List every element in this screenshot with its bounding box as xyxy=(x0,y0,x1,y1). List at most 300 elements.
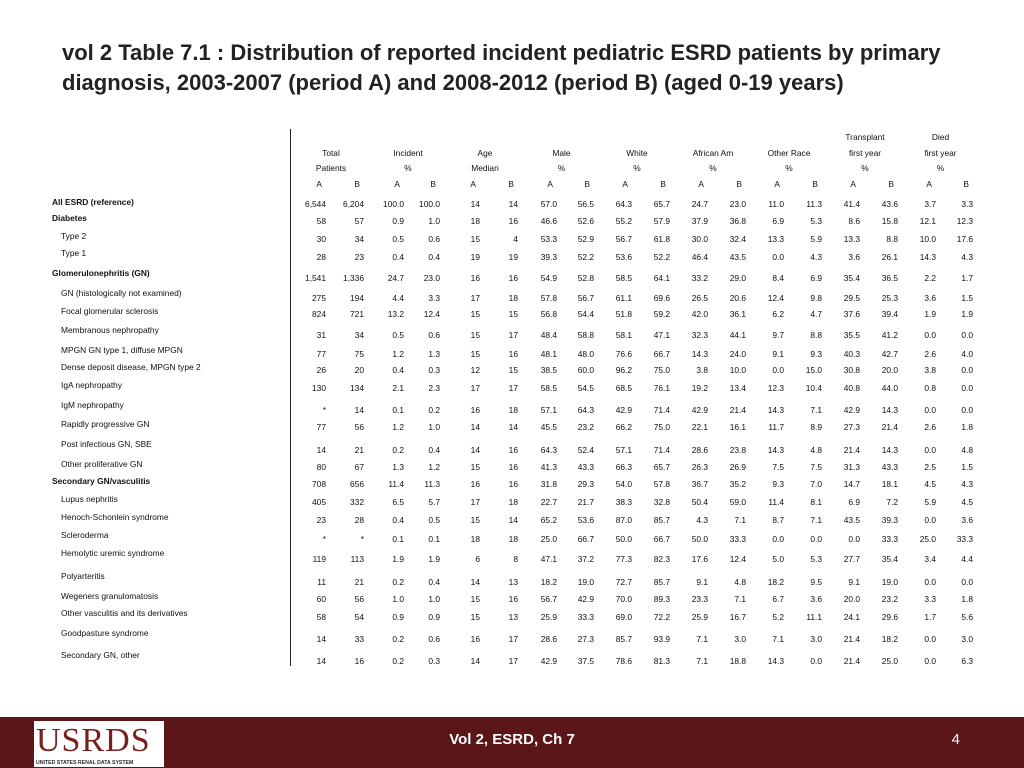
table-cell: 25.9 xyxy=(540,612,557,622)
table-cell: 16 xyxy=(508,349,518,359)
table-cell: 18 xyxy=(508,405,518,415)
table-cell: 2.1 xyxy=(392,383,404,393)
table-cell: 59.2 xyxy=(653,309,670,319)
table-cell: 12.3 xyxy=(767,383,784,393)
table-cell: 16 xyxy=(354,656,364,666)
table-cell: 0.0 xyxy=(924,330,936,340)
table-cell: 1.5 xyxy=(961,293,973,303)
table-cell: 56.5 xyxy=(577,199,594,209)
table-cell: 12 xyxy=(470,365,480,375)
table-cell: 33.3 xyxy=(881,534,898,544)
table-cell: 0.0 xyxy=(961,405,973,415)
period-label: A xyxy=(394,179,400,189)
table-cell: 6 xyxy=(475,554,480,564)
table-cell: 54 xyxy=(354,612,364,622)
column-header-line3: % xyxy=(633,163,641,173)
table-cell: 52.6 xyxy=(577,216,594,226)
table-cell: 50.0 xyxy=(691,534,708,544)
table-cell: 39.3 xyxy=(881,515,898,525)
table-cell: 8.8 xyxy=(810,330,822,340)
row-label: Dense deposit disease, MPGN type 2 xyxy=(61,362,201,372)
table-cell: 58.5 xyxy=(540,383,557,393)
table-cell: 0.5 xyxy=(392,330,404,340)
table-cell: 5.7 xyxy=(428,497,440,507)
table-cell: 3.3 xyxy=(428,293,440,303)
period-label: A xyxy=(926,179,932,189)
column-header-line1: Died xyxy=(931,132,950,142)
table-cell: 11.4 xyxy=(388,479,404,489)
period-label: A xyxy=(470,179,476,189)
table-cell: 4.3 xyxy=(696,515,708,525)
table-cell: 8 xyxy=(513,554,518,564)
table-cell: 13.3 xyxy=(843,234,860,244)
table-cell: 22.1 xyxy=(691,422,708,432)
table-cell: 23.0 xyxy=(729,199,746,209)
table-cell: 1.3 xyxy=(392,462,404,472)
table-cell: 14 xyxy=(508,199,518,209)
table-cell: 65.2 xyxy=(540,515,557,525)
table-cell: 77 xyxy=(316,422,326,432)
table-cell: 119 xyxy=(312,554,326,564)
table-cell: 14.3 xyxy=(881,445,898,455)
table-cell: 52.4 xyxy=(577,445,594,455)
table-cell: 4.8 xyxy=(810,445,822,455)
table-cell: 15.0 xyxy=(805,365,822,375)
table-cell: 10.0 xyxy=(919,234,936,244)
table-cell: 71.4 xyxy=(653,445,670,455)
table-cell: 11.7 xyxy=(768,422,784,432)
table-cell: 20 xyxy=(354,365,364,375)
column-header-line1: Transplant xyxy=(845,132,885,142)
table-cell: 89.3 xyxy=(653,594,670,604)
table-cell: 21.7 xyxy=(577,497,594,507)
table-cell: 77 xyxy=(316,349,326,359)
table-cell: 0.0 xyxy=(924,634,936,644)
table-cell: 0.3 xyxy=(428,656,440,666)
table-cell: 16 xyxy=(470,479,480,489)
column-header-line2: White xyxy=(626,148,648,158)
table-cell: 1.2 xyxy=(392,349,404,359)
table-cell: 1.9 xyxy=(428,554,440,564)
table-cell: 0.9 xyxy=(428,612,440,622)
period-label: A xyxy=(774,179,780,189)
table-cell: 13 xyxy=(508,577,518,587)
table-cell: 1.0 xyxy=(428,422,440,432)
table-cell: 4.5 xyxy=(961,497,973,507)
table-cell: 61.8 xyxy=(653,234,670,244)
table-cell: 0.4 xyxy=(428,445,440,455)
table-cell: 0.0 xyxy=(924,515,936,525)
table-cell: 0.0 xyxy=(810,656,822,666)
table-cell: 66.2 xyxy=(615,422,632,432)
table-cell: 22.7 xyxy=(540,497,557,507)
table-cell: 0.0 xyxy=(924,405,936,415)
table-cell: 76.1 xyxy=(653,383,670,393)
table-cell: 113 xyxy=(350,554,364,564)
table-cell: 7.1 xyxy=(696,634,708,644)
table-cell: 0.6 xyxy=(428,234,440,244)
table-cell: 38.5 xyxy=(540,365,557,375)
table-cell: 24.7 xyxy=(691,199,708,209)
table-cell: 0.1 xyxy=(428,534,440,544)
table-cell: 15 xyxy=(470,309,480,319)
table-cell: 275 xyxy=(312,293,326,303)
table-cell: 23.8 xyxy=(729,445,746,455)
table-cell: 6.7 xyxy=(772,594,784,604)
table-cell: 708 xyxy=(312,479,326,489)
table-cell: 1.2 xyxy=(392,422,404,432)
table-cell: 11.3 xyxy=(806,199,822,209)
table-cell: 11.1 xyxy=(806,612,822,622)
table-cell: 9.8 xyxy=(810,293,822,303)
table-cell: 43.3 xyxy=(577,462,594,472)
table-cell: 23 xyxy=(354,252,364,262)
table-cell: 6.9 xyxy=(848,497,860,507)
table-cell: 57.1 xyxy=(615,445,632,455)
table-cell: 1.8 xyxy=(961,594,973,604)
table-cell: 13.3 xyxy=(767,234,784,244)
table-cell: 17 xyxy=(470,497,480,507)
table-cell: 9.3 xyxy=(772,479,784,489)
table-cell: 11.3 xyxy=(424,479,440,489)
table-cell: 3.8 xyxy=(924,365,936,375)
table-cell: 26.3 xyxy=(691,462,708,472)
table-cell: 0.0 xyxy=(924,656,936,666)
table-cell: 11.4 xyxy=(768,497,784,507)
table-cell: 29.5 xyxy=(843,293,860,303)
usrds-logo xyxy=(34,721,164,767)
table-cell: 8.1 xyxy=(810,497,822,507)
table-cell: 41.2 xyxy=(881,330,898,340)
table-cell: 33.2 xyxy=(691,273,708,283)
table-cell: 19.0 xyxy=(881,577,898,587)
period-label: B xyxy=(812,179,818,189)
period-label: A xyxy=(316,179,322,189)
page-title: vol 2 Table 7.1 : Distribution of reported incident pediatric ESRD patients by primary diagnosis, 2003-2007 (period A) and 2008-2012 (period B) (aged 0-19 years) xyxy=(62,40,941,95)
table-cell: 1.9 xyxy=(924,309,936,319)
table-cell: 58 xyxy=(316,612,326,622)
table-cell: 3.7 xyxy=(924,199,936,209)
table-cell: 19 xyxy=(508,252,518,262)
column-header-line2: Incident xyxy=(393,148,423,158)
table-cell: 27.7 xyxy=(843,554,860,564)
row-label: Other proliferative GN xyxy=(61,459,143,469)
table-cell: 43.5 xyxy=(843,515,860,525)
table-cell: 14 xyxy=(470,199,480,209)
table-cell: 14 xyxy=(316,445,326,455)
table-cell: 4.0 xyxy=(961,349,973,359)
table-cell: 405 xyxy=(312,497,326,507)
table-cell: 34 xyxy=(354,330,364,340)
column-header-line3: % xyxy=(709,163,717,173)
table-cell: 69.6 xyxy=(653,293,670,303)
table-cell: 0.9 xyxy=(392,612,404,622)
table-cell: 721 xyxy=(350,309,364,319)
table-cell: 2.5 xyxy=(924,462,936,472)
row-label: Wegeners granulomatosis xyxy=(61,591,159,601)
period-label: B xyxy=(736,179,742,189)
table-cell: 57.1 xyxy=(540,405,557,415)
table-cell: 75 xyxy=(354,349,364,359)
table-cell: 100.0 xyxy=(383,199,404,209)
table-cell: 15 xyxy=(470,330,480,340)
table-cell: 31 xyxy=(316,330,326,340)
table-cell: 14.7 xyxy=(843,479,860,489)
table-cell: 0.0 xyxy=(961,383,973,393)
table-cell: 59.0 xyxy=(729,497,746,507)
table-cell: 14 xyxy=(316,634,326,644)
table-cell: 5.3 xyxy=(810,216,822,226)
table-cell: 17 xyxy=(508,656,518,666)
table-cell: 18.1 xyxy=(881,479,898,489)
table-cell: 24.7 xyxy=(387,273,404,283)
table-cell: 24.1 xyxy=(843,612,860,622)
table-cell: 12.4 xyxy=(423,309,440,319)
table-cell: 4.3 xyxy=(961,252,973,262)
table-cell: 31.8 xyxy=(540,479,557,489)
row-label: Rapidly progressive GN xyxy=(61,419,150,429)
table-cell: 10.0 xyxy=(729,365,746,375)
table-cell: 0.4 xyxy=(392,365,404,375)
table-cell: 21.4 xyxy=(843,634,860,644)
table-cell: 15.8 xyxy=(881,216,898,226)
table-cell: 1.0 xyxy=(428,216,440,226)
table-cell: 2.3 xyxy=(428,383,440,393)
table-cell: 20.0 xyxy=(843,594,860,604)
column-header-line2: African Am xyxy=(692,148,734,158)
table-cell: 57.8 xyxy=(540,293,557,303)
table-cell: 4.7 xyxy=(810,309,822,319)
table-cell: 9.3 xyxy=(810,349,822,359)
table-cell: 16 xyxy=(470,405,480,415)
table-cell: 8.4 xyxy=(772,273,784,283)
table-cell: 30.8 xyxy=(843,365,860,375)
table-cell: 14 xyxy=(470,577,480,587)
table-cell: 4.4 xyxy=(961,554,973,564)
table-cell: 5.9 xyxy=(924,497,936,507)
table-cell: 42.9 xyxy=(540,656,557,666)
table-cell: 41.4 xyxy=(843,199,860,209)
table-cell: 14.3 xyxy=(919,252,936,262)
table-cell: 54.9 xyxy=(540,273,557,283)
table-cell: 14 xyxy=(470,445,480,455)
table-cell: 57.9 xyxy=(653,216,670,226)
table-cell: 0.4 xyxy=(428,252,440,262)
table-cell: 9.1 xyxy=(772,349,784,359)
table-cell: 21.4 xyxy=(729,405,746,415)
table-cell: 3.0 xyxy=(734,634,746,644)
table-cell: 35.2 xyxy=(729,479,746,489)
table-cell: 1.3 xyxy=(428,349,440,359)
table-cell: 130 xyxy=(312,383,326,393)
table-cell: 6.9 xyxy=(772,216,784,226)
table-cell: 25.0 xyxy=(540,534,557,544)
table-cell: 20.6 xyxy=(729,293,746,303)
table-cell: 21 xyxy=(354,577,364,587)
row-label: Other vasculitis and its derivatives xyxy=(61,608,188,618)
table-cell: * xyxy=(360,534,364,544)
table-cell: 21.4 xyxy=(843,656,860,666)
table-cell: 40.8 xyxy=(843,383,860,393)
table-cell: 56 xyxy=(354,594,364,604)
table-cell: 43.5 xyxy=(729,252,746,262)
period-label: B xyxy=(508,179,514,189)
table-cell: 7.1 xyxy=(696,656,708,666)
table-cell: 64.3 xyxy=(540,445,557,455)
table-cell: 58.1 xyxy=(615,330,632,340)
table-cell: 33.3 xyxy=(956,534,973,544)
table-cell: 52.2 xyxy=(653,252,670,262)
table-cell: 43.6 xyxy=(881,199,898,209)
table-cell: 0.4 xyxy=(428,577,440,587)
table-cell: 4.3 xyxy=(961,479,973,489)
table-cell: 37.6 xyxy=(843,309,860,319)
table-cell: 21 xyxy=(354,445,364,455)
table-cell: 55.2 xyxy=(615,216,632,226)
table-cell: 0.1 xyxy=(392,405,404,415)
column-header-line3: Patients xyxy=(315,163,347,173)
table-cell: 42.7 xyxy=(881,349,898,359)
table-cell: 27.3 xyxy=(577,634,594,644)
table-cell: 7.1 xyxy=(772,634,784,644)
period-label: B xyxy=(660,179,666,189)
table-cell: 80 xyxy=(316,462,326,472)
table-cell: 5.6 xyxy=(961,612,973,622)
table-cell: 52.9 xyxy=(577,234,594,244)
table-cell: 16 xyxy=(470,634,480,644)
table-cell: 37.9 xyxy=(691,216,708,226)
table-cell: 52.8 xyxy=(577,273,594,283)
period-label: B xyxy=(354,179,360,189)
table-cell: 81.3 xyxy=(653,656,670,666)
table-cell: 50.4 xyxy=(691,497,708,507)
table-cell: 23 xyxy=(316,515,326,525)
table-cell: 32.8 xyxy=(653,497,670,507)
table-cell: 28.6 xyxy=(540,634,557,644)
table-cell: 4.5 xyxy=(924,479,936,489)
row-label: Type 1 xyxy=(61,248,87,258)
row-label: Membranous nephropathy xyxy=(61,325,159,335)
table-cell: 0.1 xyxy=(392,534,404,544)
table-cell: 58.8 xyxy=(577,330,594,340)
table-cell: 1.8 xyxy=(961,422,973,432)
table-cell: 2.6 xyxy=(924,349,936,359)
table-cell: 3.3 xyxy=(961,199,973,209)
table-cell: 35.4 xyxy=(843,273,860,283)
table-cell: 57.8 xyxy=(653,479,670,489)
table-cell: 33.3 xyxy=(577,612,594,622)
table-cell: 36.8 xyxy=(729,216,746,226)
table-cell: 194 xyxy=(350,293,364,303)
period-label: B xyxy=(888,179,894,189)
table-cell: 56.7 xyxy=(577,293,594,303)
table-cell: 6.2 xyxy=(772,309,784,319)
table-cell: 56 xyxy=(354,422,364,432)
table-cell: 39.4 xyxy=(881,309,898,319)
table-cell: 18 xyxy=(470,216,480,226)
table-cell: 57.0 xyxy=(540,199,557,209)
table-cell: 2.2 xyxy=(924,273,936,283)
table-cell: 14 xyxy=(508,422,518,432)
table-cell: 25.0 xyxy=(881,656,898,666)
table-cell: 0.5 xyxy=(392,234,404,244)
table-cell: 3.0 xyxy=(961,634,973,644)
table-cell: 61.1 xyxy=(615,293,632,303)
table-cell: 1,336 xyxy=(343,273,364,283)
table-cell: 39.3 xyxy=(540,252,557,262)
table-cell: 51.8 xyxy=(615,309,632,319)
table-cell: 42.0 xyxy=(691,309,708,319)
table-cell: 15 xyxy=(470,594,480,604)
table-cell: 21.4 xyxy=(881,422,898,432)
table-cell: 2.6 xyxy=(924,422,936,432)
table-cell: 26 xyxy=(316,365,326,375)
table-cell: 48.0 xyxy=(577,349,594,359)
table-cell: 100.0 xyxy=(419,199,440,209)
table-cell: 96.2 xyxy=(615,365,632,375)
table-cell: 0.6 xyxy=(428,330,440,340)
table-cell: 76.6 xyxy=(615,349,632,359)
table-cell: 23.2 xyxy=(577,422,594,432)
table-cell: 23.2 xyxy=(881,594,898,604)
logo-text: USRDS xyxy=(36,722,151,759)
table-cell: 0.4 xyxy=(392,515,404,525)
table-cell: 58 xyxy=(316,216,326,226)
column-header-line3: % xyxy=(785,163,793,173)
table-cell: 70.0 xyxy=(615,594,632,604)
table-cell: 3.4 xyxy=(924,554,936,564)
table-cell: 42.9 xyxy=(615,405,632,415)
table-cell: 15 xyxy=(508,365,518,375)
logo-subtext: UNITED STATES RENAL DATA SYSTEM xyxy=(36,760,134,766)
table-cell: 15 xyxy=(470,612,480,622)
table-cell: 1.0 xyxy=(428,594,440,604)
table-cell: 0.6 xyxy=(428,634,440,644)
table-cell: 18 xyxy=(508,534,518,544)
table-cell: 7.5 xyxy=(810,462,822,472)
table-cell: 1.5 xyxy=(961,462,973,472)
table-cell: 4.3 xyxy=(810,252,822,262)
row-label: MPGN GN type 1, diffuse MPGN xyxy=(61,345,183,355)
table-cell: 27.3 xyxy=(843,422,860,432)
table-cell: 8.6 xyxy=(848,216,860,226)
table-cell: 21.4 xyxy=(843,445,860,455)
table-cell: 30.0 xyxy=(691,234,708,244)
table-cell: 54.4 xyxy=(577,309,594,319)
page-number: 4 xyxy=(951,731,960,748)
table-cell: 9.5 xyxy=(810,577,822,587)
table-cell: 31.3 xyxy=(843,462,860,472)
table-cell: 6,204 xyxy=(343,199,364,209)
table-cell: 20.0 xyxy=(881,365,898,375)
table-cell: 17 xyxy=(508,383,518,393)
table-cell: 14 xyxy=(470,422,480,432)
table-cell: 37.5 xyxy=(577,656,594,666)
footer-label: Vol 2, ESRD, Ch 7 xyxy=(449,731,575,748)
table-cell: 19.2 xyxy=(691,383,708,393)
table-cell: 4.8 xyxy=(734,577,746,587)
table-cell: 0.0 xyxy=(810,534,822,544)
row-label: Polyarteritis xyxy=(61,571,105,581)
table-cell: 56.7 xyxy=(540,594,557,604)
table-cell: 34 xyxy=(354,234,364,244)
table-cell: 16 xyxy=(508,594,518,604)
table-cell: 1.9 xyxy=(392,554,404,564)
table-cell: 0.0 xyxy=(961,577,973,587)
table-cell: 26.1 xyxy=(881,252,898,262)
table-cell: 11.0 xyxy=(768,199,784,209)
table-cell: 28 xyxy=(354,515,364,525)
